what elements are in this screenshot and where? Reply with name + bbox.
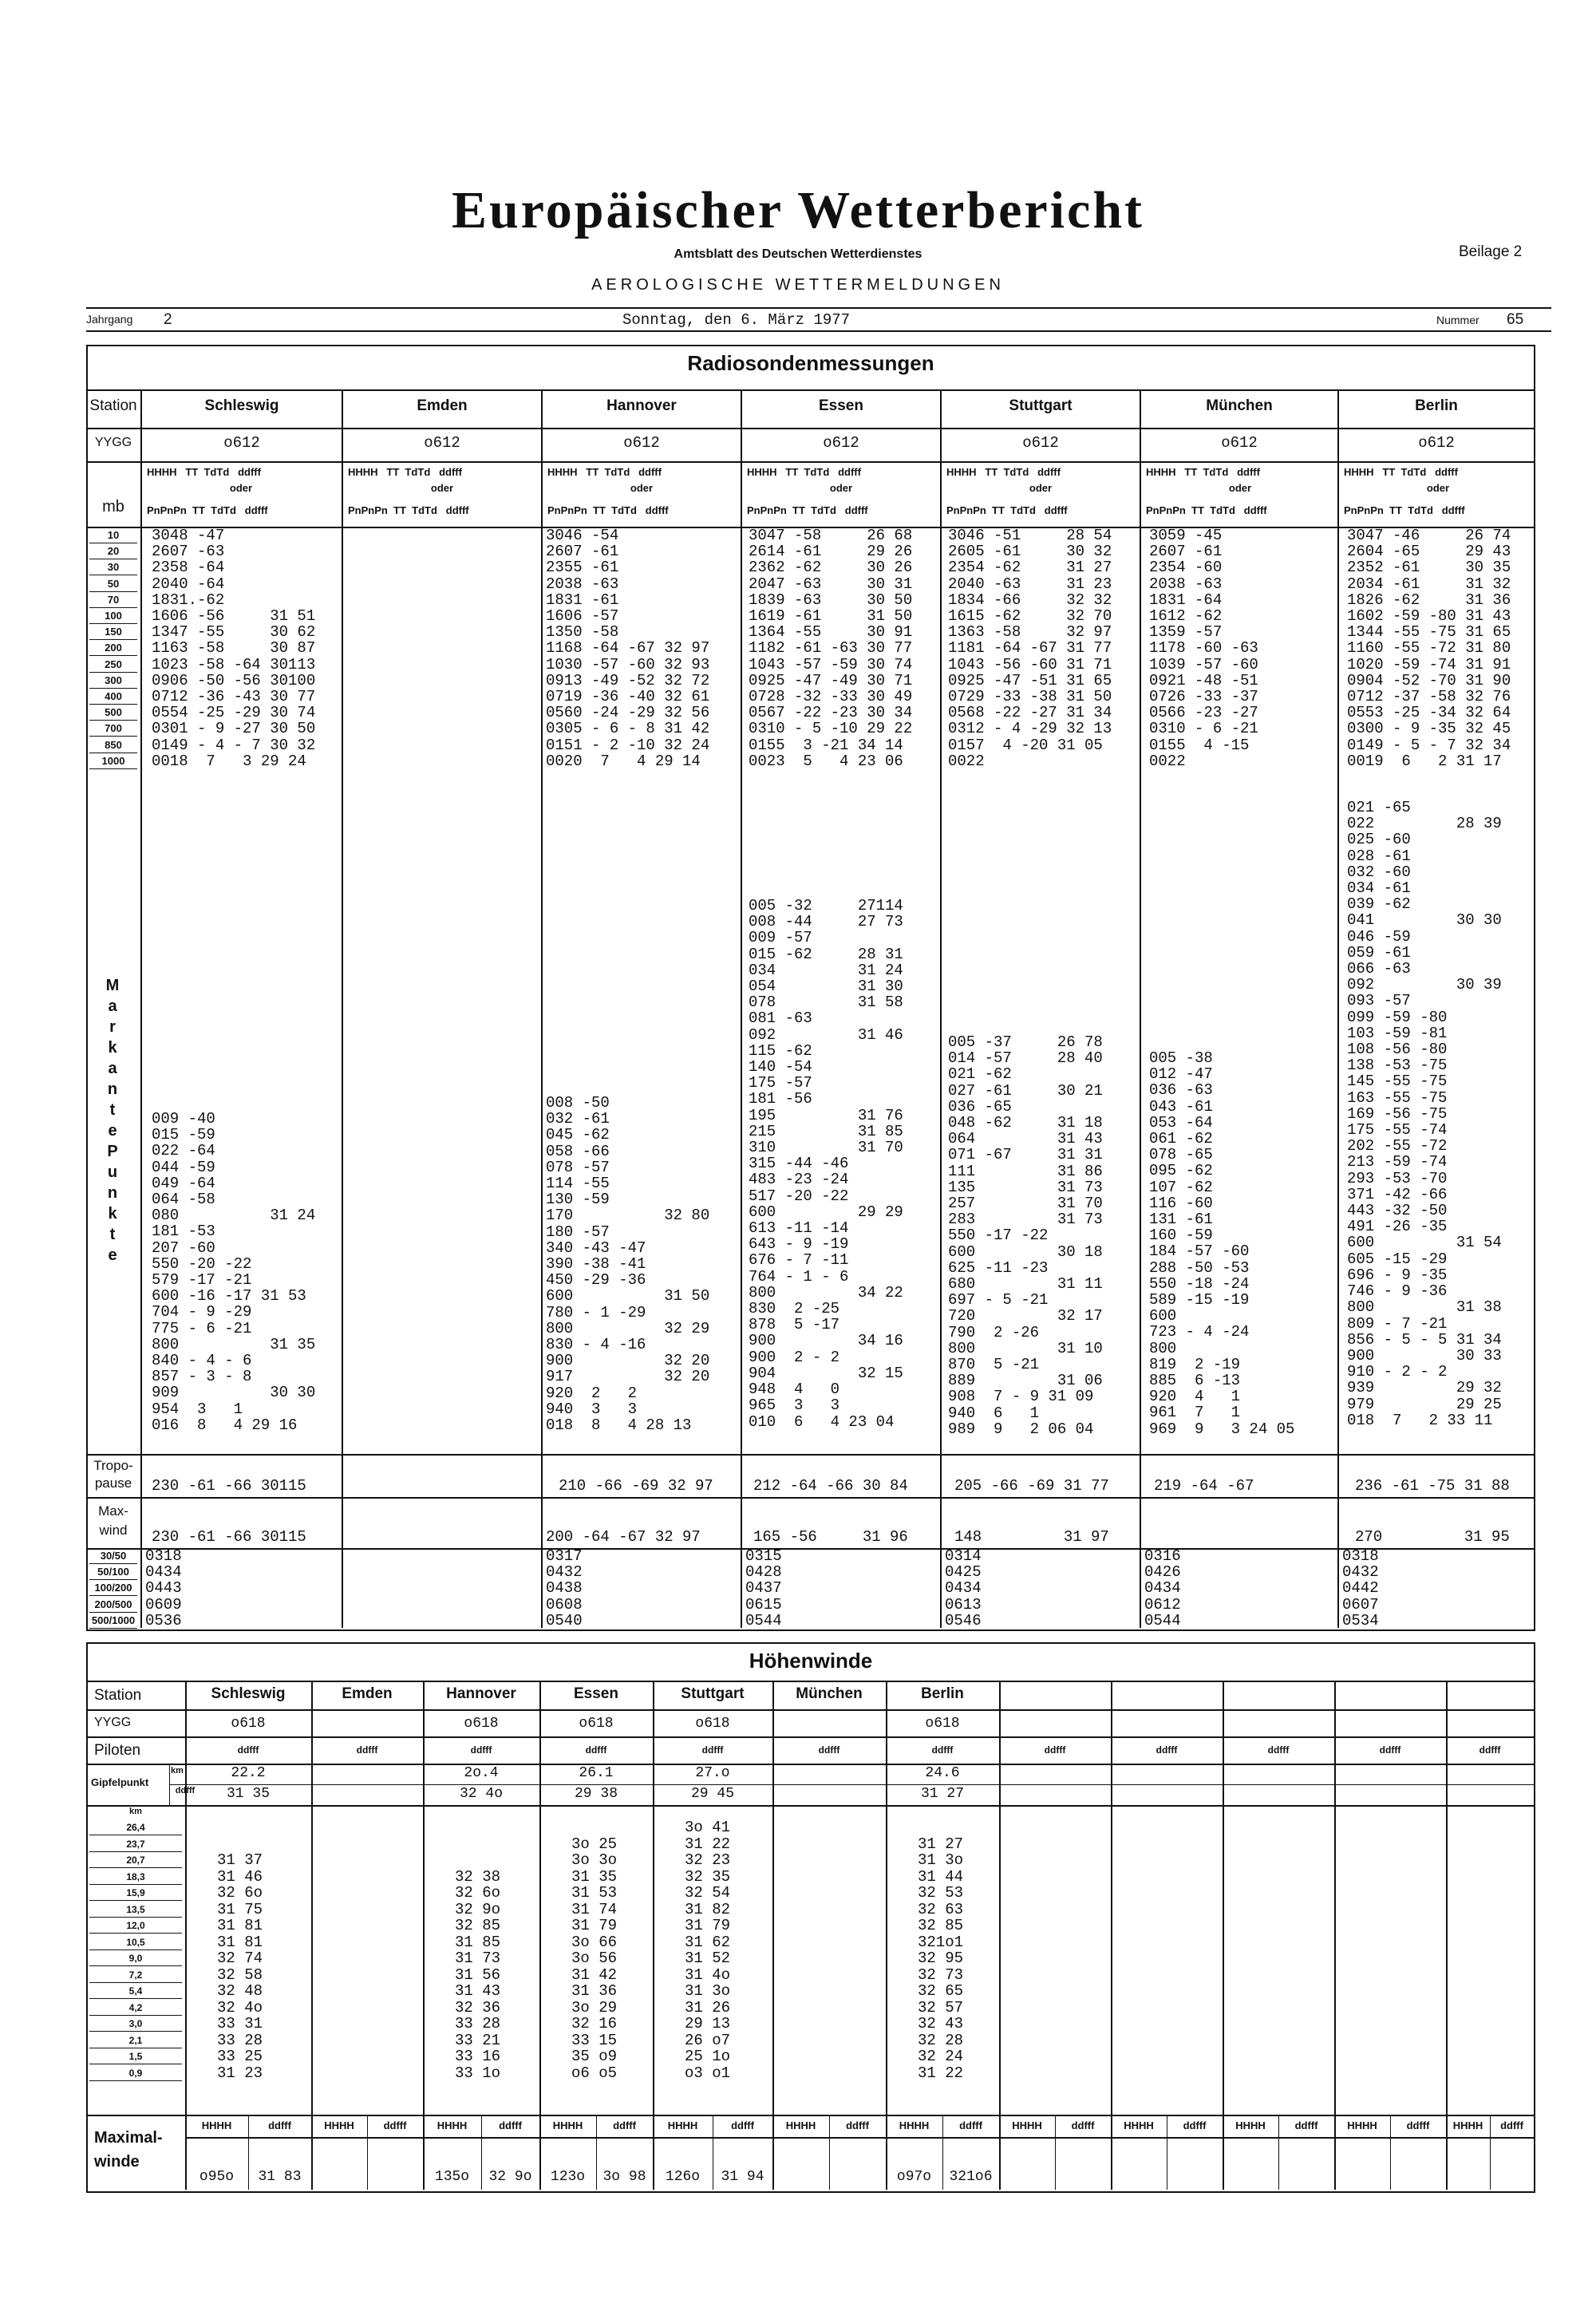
wind-level: 7,2 (89, 1967, 182, 1983)
markante-letter: r (109, 1018, 116, 1036)
winds-station-name: Hannover (446, 1685, 516, 1702)
maxwind-ddfff: 32 9o (488, 2169, 532, 2185)
winds-yygg: o618 (464, 1716, 499, 1732)
column-head-oder: oder (829, 482, 853, 494)
column-head-oder: oder (1029, 482, 1053, 494)
mb-level: 700 (89, 721, 137, 737)
markante-letter: M (105, 977, 120, 994)
yygg-emden: o612 (424, 434, 460, 452)
mb-level: 850 (89, 737, 137, 753)
shear-essen: 0315 0428 0437 0615 0544 (745, 1547, 782, 1629)
wind-column: 32 38 32 6o 32 9o 32 85 31 85 31 73 31 56 31 43 32 36 33 28 33 21 33 16 33 1o (455, 1867, 501, 2082)
mb-level: 20 (89, 543, 137, 559)
wind-level: 12,0 (89, 1918, 182, 1934)
maxwind-hhhh: 126o (665, 2169, 701, 2185)
mb-level: 30 (89, 559, 137, 575)
piloten-ddfff: ddfff (931, 1744, 954, 1756)
shear-hannover: 0317 0432 0438 0608 0540 (546, 1547, 583, 1629)
shear-schleswig: 0318 0434 0443 0609 0536 (145, 1547, 182, 1629)
grid-line (1111, 1681, 1112, 2190)
wind-level: 2,1 (89, 2032, 182, 2048)
maxwind-hhhh: 123o (550, 2169, 586, 2185)
gipfel-ddfff: 29 45 (690, 1786, 734, 1802)
page-title: Europäischer Wetterbericht (451, 181, 1145, 239)
markante-letter: a (108, 997, 117, 1015)
hhhh-label: HHHH (1452, 2119, 1483, 2131)
winds-station-name: Stuttgart (681, 1685, 745, 1702)
winds-station-name: Schleswig (211, 1685, 286, 1702)
maxwind-schleswig: 230 -61 -66 30115 (152, 1528, 306, 1546)
shear-label: 50/100 (89, 1564, 137, 1580)
maxwind-ddfff: 31 83 (258, 2169, 302, 2185)
mb-level: 70 (89, 592, 137, 608)
maxwind-hhhh: o97o (896, 2169, 932, 2185)
wind-level: 3,0 (89, 2016, 182, 2032)
mb-level: 10 (89, 527, 137, 543)
column-head-top: HHHH TT TdTd ddfff (1344, 466, 1458, 478)
gipfel-km-label: km (171, 1766, 184, 1776)
markante-letter: n (107, 1184, 118, 1202)
yygg-stuttgart: o612 (1022, 434, 1059, 452)
column-head-top: HHHH TT TdTd ddfff (147, 466, 261, 478)
grid-line (772, 1681, 774, 2190)
maxwind-hhhh: 135o (434, 2169, 470, 2185)
ddfff-label: ddfff (959, 2119, 982, 2131)
wind-column: 3o 25 3o 3o 31 35 31 53 31 74 31 79 3o 66 3o 56 31 42 31 36 3o 29 32 16 33 15 35 o9 o6 o5 (571, 1835, 618, 2082)
gipfel-km: 27.o (695, 1765, 730, 1781)
ddfff-label: ddfff (846, 2119, 869, 2131)
grid-line (423, 1681, 425, 2190)
markante-letter: k (108, 1205, 117, 1223)
std-berlin: 3047 -46 26 74 2604 -65 29 43 2352 -61 30 35 2034 -61 31 32 1826 -62 31 36 1602 -59 -80 31 43 1344 -55 -75 31 65 1160 -55 -72 31 80 1020 -59 -74 31 91 0904 -52 -70 31 90 0712 -37 -58 32 76 0553 -25 -34 32 64 0300 - 9 -35 32 45 0149 - 5 - 7 32 34 0019 6 2 31 17 (1347, 527, 1511, 770)
divider (86, 307, 1551, 309)
piloten-ddfff: ddfff (585, 1744, 607, 1756)
wind-level: 26,4 (89, 1819, 182, 1835)
wind-level: 4,2 (89, 2000, 182, 2016)
beilage-label: Beilage 2 (1459, 243, 1523, 260)
piloten-ddfff: ddfff (237, 1744, 259, 1756)
markante-letter: k (108, 1039, 117, 1057)
jahrgang-value: 2 (164, 311, 172, 328)
piloten-ddfff: ddfff (470, 1744, 492, 1756)
column-head-top: HHHH TT TdTd ddfff (348, 466, 462, 478)
column-head-oder: oder (229, 482, 253, 494)
station-stuttgart: Stuttgart (1009, 397, 1073, 414)
station-emden: Emden (417, 397, 468, 414)
piloten-ddfff: ddfff (1379, 1744, 1401, 1756)
wind-level: 15,9 (89, 1885, 182, 1901)
piloten-label: Piloten (94, 1742, 141, 1759)
wind-level: 0,9 (89, 2065, 182, 2081)
yygg-essen: o612 (823, 434, 859, 452)
hoehenwinde-title: Höhenwinde (749, 1649, 873, 1673)
grid-line (539, 1681, 541, 2190)
mb-level: 50 (89, 576, 137, 592)
maximalwinde-label: Maximal-winde (94, 2129, 163, 2171)
yygg-label: YYGG (94, 436, 132, 449)
winds-yygg: o618 (231, 1716, 266, 1732)
mb-level: 250 (89, 657, 137, 673)
wind-level: 9,0 (89, 1950, 182, 1966)
winds-yygg: o618 (925, 1716, 960, 1732)
wind-column: 31 37 31 46 32 6o 31 75 31 81 31 81 32 74 32 58 32 48 32 4o 33 31 33 28 33 25 31 23 (217, 1851, 263, 2082)
std-stuttgart: 3046 -51 28 54 2605 -61 30 32 2354 -62 31 27 2040 -63 31 23 1834 -66 32 32 1615 -62 32 70 1363 -58 32 97 1181 -64 -67 31 77 1043 -56 -60 31 71 0925 -47 -51 31 65 0729 -33 -38 31 50 0568 -22 -27 31 34 0312 - 4 -29 32 13 0157 4 -20 31 05 0022 (948, 527, 1112, 770)
mb-label: mb (102, 498, 124, 516)
markante-letter: e (108, 1122, 117, 1140)
grid-line (169, 1784, 1535, 1785)
winds-yygg-label: YYGG (94, 1716, 132, 1729)
hhhh-label: HHHH (437, 2119, 468, 2131)
tropo-muenchen: 219 -64 -67 (1154, 1477, 1254, 1495)
hhhh-label: HHHH (201, 2119, 232, 2131)
std-hannover: 3046 -54 2607 -61 2355 -61 2038 -63 1831 -61 1606 -57 1350 -58 1168 -64 -67 32 97 1030 -57 -60 32 93 0913 -49 -52 32 72 0719 -36 -40 32 61 0560 -24 -29 32 56 0305 - 6 - 8 31 42 0151 - 2 -10 32 24 0020 7 4 29 14 (546, 527, 710, 770)
grid-line (653, 1681, 654, 2190)
mark-hannover: 008 -50 032 -61 045 -62 058 -66 078 -57 114 -55 130 -59 170 32 80 180 -57 340 -43 -47 390 -38 -41 450 -29 -36 600 31 50 780 - 1 -29 800 32 29 830 - 4 -16 900 32 20 917 32 20 920 2 2 940 3 3 018 8 4 28 13 (546, 1094, 710, 1435)
ddfff-label: ddfff (1406, 2119, 1430, 2131)
gipfel-ddfff: 31 27 (920, 1786, 964, 1802)
nummer-label: Nummer (1436, 314, 1479, 326)
ddfff-label: ddfff (383, 2119, 407, 2131)
hhhh-label: HHHH (785, 2119, 816, 2131)
tropo-hannover: 210 -66 -69 32 97 (559, 1477, 713, 1495)
markante-punkte-label (101, 975, 124, 1266)
markante-letter: P (107, 1143, 118, 1160)
gipfelpunkt-label: Gipfelpunkt (91, 1776, 149, 1788)
radiosonde-title: Radiosondenmessungen (687, 351, 934, 375)
gipfel-ddfff: 31 35 (226, 1786, 270, 1802)
tropopause-label: Tropo-pause (93, 1458, 133, 1491)
maxwind-ddfff: 31 94 (721, 2169, 764, 2185)
station-essen: Essen (819, 397, 863, 414)
winds-station-name: Berlin (921, 1685, 964, 1702)
tropo-stuttgart: 205 -66 -69 31 77 (954, 1477, 1109, 1495)
column-head-bottom: PnPnPn TT TdTd ddfff (747, 504, 868, 516)
std-schleswig: 3048 -47 2607 -63 2358 -64 2040 -64 1831.-62 1606 -56 31 51 1347 -55 30 62 1163 -58 30 87 1023 -58 -64 30113 0906 -50 -56 30100 0712 -36 -43 30 77 0554 -25 -29 30 74 0301 - 9 -27 30 50 0149 - 4 - 7 30 32 0018 7 3 29 24 (152, 527, 316, 770)
column-head-oder: oder (630, 482, 654, 494)
mb-level: 150 (89, 624, 137, 640)
column-head-top: HHHH TT TdTd ddfff (1146, 466, 1260, 478)
column-head-bottom: PnPnPn TT TdTd ddfff (147, 504, 268, 516)
mark-berlin: 021 -65 022 28 39 025 -60 028 -61 032 -60 034 -61 039 -62 041 30 30 046 -59 059 -61 066 -63 092 30 39 093 -57 099 -59 -80 103 -59 -81 108 -56 -80 138 -53 -75 145 -55 -75 163 -55 -75 169 -56 -75 175 -55 -74 202 -55 -72 213 -59 -74 293 -53 -70 371 -42 -66 443 -32 -50 491 -26 -35 600 31 54 605 -15 -29 696 - 9 -35 746 - 9 -36 800 31 38 809 - 7 -21 856 - 5 - 5 31 34 900 30 33 910 - 2 - 2 939 29 32 979 29 25 018 7 2 33 11 (1347, 799, 1502, 1429)
winds-station-name: Emden (342, 1685, 393, 1702)
grid-line (1446, 1681, 1448, 2190)
gipfel-ddfff: 29 38 (574, 1786, 618, 1802)
hhhh-label: HHHH (324, 2119, 354, 2131)
grid-line (1334, 1681, 1336, 2190)
page-subtitle: Amtsblatt des Deutschen Wetterdienstes (674, 247, 922, 261)
nummer-value: 65 (1507, 311, 1524, 328)
column-head-bottom: PnPnPn TT TdTd ddfff (547, 504, 669, 516)
markante-letter: t (109, 1101, 116, 1119)
winds-station-name: München (796, 1685, 863, 1702)
markante-letter: e (108, 1246, 117, 1264)
mark-essen: 005 -32 27114 008 -44 27 73 009 -57 015 -62 28 31 034 31 24 054 31 30 078 31 58 081 -63 092 31 46 115 -62 140 -54 175 -57 181 -56 195 31 76 215 31 85 310 31 70 315 -44 -46 483 -23 -24 517 -20 -22 600 29 29 613 -11 -14 643 - 9 -19 676 - 7 -11 764 - 1 - 6 800 34 22 830 2 -25 878 5 -17 900 34 16 900 2 - 2 904 32 15 948 4 0 965 3 3 010 6 4 23 04 (749, 897, 903, 1431)
mb-level: 100 (89, 608, 137, 624)
column-head-bottom: PnPnPn TT TdTd ddfff (946, 504, 1068, 516)
ddfff-label: ddfff (1500, 2119, 1523, 2131)
mb-level: 400 (89, 689, 137, 705)
hhhh-label: HHHH (1124, 2119, 1154, 2131)
ddfff-label: ddfff (499, 2119, 522, 2131)
piloten-ddfff: ddfff (356, 1744, 378, 1756)
ddfff-label: ddfff (1183, 2119, 1207, 2131)
column-head-bottom: PnPnPn TT TdTd ddfff (348, 504, 469, 516)
mb-level: 500 (89, 705, 137, 721)
wind-column: 3o 41 31 22 32 23 32 35 32 54 31 82 31 79 31 62 31 52 31 4o 31 3o 31 26 29 13 26 o7 25 1o o3 o1 (685, 1819, 731, 2082)
hhhh-label: HHHH (899, 2119, 930, 2131)
gipfel-km: 26.1 (579, 1765, 614, 1781)
section-heading: AEROLOGISCHE WETTERMELDUNGEN (591, 276, 1005, 294)
wind-level: 18,3 (89, 1869, 182, 1885)
mb-level: 300 (89, 673, 137, 689)
grid-line (311, 1681, 313, 2190)
maxwind-berlin: 270 31 95 (1355, 1528, 1510, 1546)
shear-label: 500/1000 (89, 1613, 137, 1629)
grid-line (999, 1681, 1001, 2190)
piloten-ddfff: ddfff (818, 1744, 840, 1756)
piloten-ddfff: ddfff (1044, 1744, 1066, 1756)
wind-level: 5,4 (89, 1983, 182, 1999)
markante-letter: t (109, 1226, 116, 1243)
shear-berlin: 0318 0432 0442 0607 0534 (1342, 1547, 1379, 1629)
ddfff-label: ddfff (268, 2119, 291, 2131)
markante-letter: u (107, 1163, 118, 1181)
mark-stuttgart: 005 -37 26 78 014 -57 28 40 021 -62 027 -61 30 21 036 -65 048 -62 31 18 064 31 43 071 -67 31 31 111 31 86 135 31 73 257 31 70 283 31 73 550 -17 -22 600 30 18 625 -11 -23 680 31 11 697 - 5 -21 720 32 17 790 2 -26 800 31 10 870 5 -21 889 31 06 908 7 - 9 31 09 940 6 1 989 9 2 06 04 (948, 1033, 1103, 1438)
gipfel-km: 2o.4 (464, 1765, 499, 1781)
wind-level: 1,5 (89, 2048, 182, 2064)
winds-yygg: o618 (695, 1716, 730, 1732)
hhhh-label: HHHH (667, 2119, 698, 2131)
gipfel-ddfff-label: ddfff (175, 1786, 196, 1795)
station-berlin: Berlin (1415, 397, 1458, 414)
yygg-schleswig: o612 (223, 434, 260, 452)
ddfff-label: ddfff (1071, 2119, 1095, 2131)
levels-km-label: km (129, 1807, 142, 1816)
wind-column: 31 27 31 3o 31 44 32 53 32 63 32 85 321o1 32 95 32 73 32 65 32 57 32 43 32 28 32 24 31 22 (918, 1835, 964, 2082)
maxwind-ddfff: 3o 98 (602, 2169, 646, 2185)
ddfff-label: ddfff (1294, 2119, 1318, 2131)
yygg-hannover: o612 (623, 434, 660, 452)
wind-level: 20,7 (89, 1852, 182, 1868)
grid-line (886, 1681, 887, 2190)
gipfel-km: 22.2 (231, 1765, 266, 1781)
std-muenchen: 3059 -45 2607 -61 2354 -60 2038 -63 1831 -64 1612 -62 1359 -57 1178 -60 -63 1039 -57 -60 0921 -48 -51 0726 -33 -37 0566 -23 -27 0310 - 6 -21 0155 4 -15 0022 (1149, 527, 1258, 770)
piloten-ddfff: ddfff (1156, 1744, 1178, 1756)
piloten-ddfff: ddfff (1479, 1744, 1501, 1756)
shear-label: 30/50 (89, 1548, 137, 1564)
hhhh-label: HHHH (1235, 2119, 1266, 2131)
hhhh-label: HHHH (552, 2119, 583, 2131)
grid-line (1223, 1681, 1224, 2190)
hhhh-label: HHHH (1347, 2119, 1377, 2131)
std-essen: 3047 -58 26 68 2614 -61 29 26 2362 -62 30 26 2047 -63 30 31 1839 -63 30 50 1619 -61 31 50 1364 -55 30 91 1182 -61 -63 30 77 1043 -57 -59 30 74 0925 -47 -49 30 71 0728 -32 -33 30 49 0567 -22 -23 30 34 0310 - 5 -10 29 22 0155 3 -21 34 14 0023 5 4 23 06 (749, 527, 913, 770)
column-head-bottom: PnPnPn TT TdTd ddfff (1146, 504, 1267, 516)
yygg-muenchen: o612 (1221, 434, 1258, 452)
ddfff-label: ddfff (731, 2119, 754, 2131)
piloten-ddfff: ddfff (701, 1744, 724, 1756)
tropo-schleswig: 230 -61 -66 30115 (152, 1477, 306, 1495)
maxwind-essen: 165 -56 31 96 (753, 1528, 908, 1546)
mb-level: 1000 (89, 753, 137, 769)
jahrgang-label: Jahrgang (86, 313, 133, 326)
maxwind-stuttgart: 148 31 97 (954, 1528, 1109, 1546)
shear-label: 100/200 (89, 1580, 137, 1596)
column-head-top: HHHH TT TdTd ddfff (946, 466, 1061, 478)
column-head-oder: oder (430, 482, 454, 494)
wind-level: 13,5 (89, 1902, 182, 1918)
yygg-berlin: o612 (1418, 434, 1455, 452)
markante-letter: a (108, 1060, 117, 1077)
maxwind-label: Max-wind (98, 1503, 128, 1538)
tropo-essen: 212 -64 -66 30 84 (753, 1477, 908, 1495)
column-head-oder: oder (1426, 482, 1450, 494)
shear-label: 200/500 (89, 1597, 137, 1613)
maxwind-hhhh: o95o (199, 2169, 235, 2185)
wind-level: 23,7 (89, 1836, 182, 1852)
column-head-bottom: PnPnPn TT TdTd ddfff (1344, 504, 1465, 516)
station-hannover: Hannover (606, 397, 677, 414)
column-head-oder: oder (1228, 482, 1252, 494)
hhhh-label: HHHH (1012, 2119, 1042, 2131)
wind-level: 10,5 (89, 1934, 182, 1950)
grid-line (185, 1681, 187, 2190)
tropo-berlin: 236 -61 -75 31 88 (1355, 1477, 1510, 1495)
shear-stuttgart: 0314 0425 0434 0613 0546 (945, 1547, 982, 1629)
ddfff-label: ddfff (613, 2119, 636, 2131)
mb-level: 200 (89, 640, 137, 656)
gipfel-ddfff: 32 4o (459, 1786, 503, 1802)
column-head-top: HHHH TT TdTd ddfff (747, 466, 861, 478)
mark-schleswig: 009 -40 015 -59 022 -64 044 -59 049 -64 064 -58 080 31 24 181 -53 207 -60 550 -20 -22 579 -17 -21 600 -16 -17 31 53 704 - 9 -29 775 - 6 -21 800 31 35 840 - 4 - 6 857 - 3 - 8 909 30 30 954 3 1 016 8 4 29 16 (152, 1110, 316, 1434)
winds-station-name: Essen (574, 1685, 618, 1702)
winds-yygg: o618 (579, 1716, 614, 1732)
station-schleswig: Schleswig (204, 397, 279, 414)
shear-muenchen: 0316 0426 0434 0612 0544 (1144, 1547, 1181, 1629)
station-muenchen: München (1206, 397, 1273, 414)
winds-station-label: Station (94, 1687, 142, 1704)
maxwind-ddfff: 321o6 (949, 2169, 993, 2185)
column-head-top: HHHH TT TdTd ddfff (547, 466, 662, 478)
maxwind-hannover: 200 -64 -67 32 97 (546, 1528, 701, 1546)
piloten-ddfff: ddfff (1267, 1744, 1290, 1756)
gipfel-km: 24.6 (925, 1765, 960, 1781)
issue-date: Sonntag, den 6. März 1977 (622, 311, 851, 329)
divider (86, 330, 1551, 332)
station-label: Station (89, 397, 137, 414)
markante-letter: n (107, 1080, 118, 1098)
mark-muenchen: 005 -38 012 -47 036 -63 043 -61 053 -64 061 -62 078 -65 095 -62 107 -62 116 -60 131 -61 160 -59 184 -57 -60 288 -50 -53 550 -18 -24 589 -15 -19 600 723 - 4 -24 800 819 2 -19 885 6 -13 920 4 1 961 7 1 969 9 3 24 05 (1149, 1049, 1295, 1438)
